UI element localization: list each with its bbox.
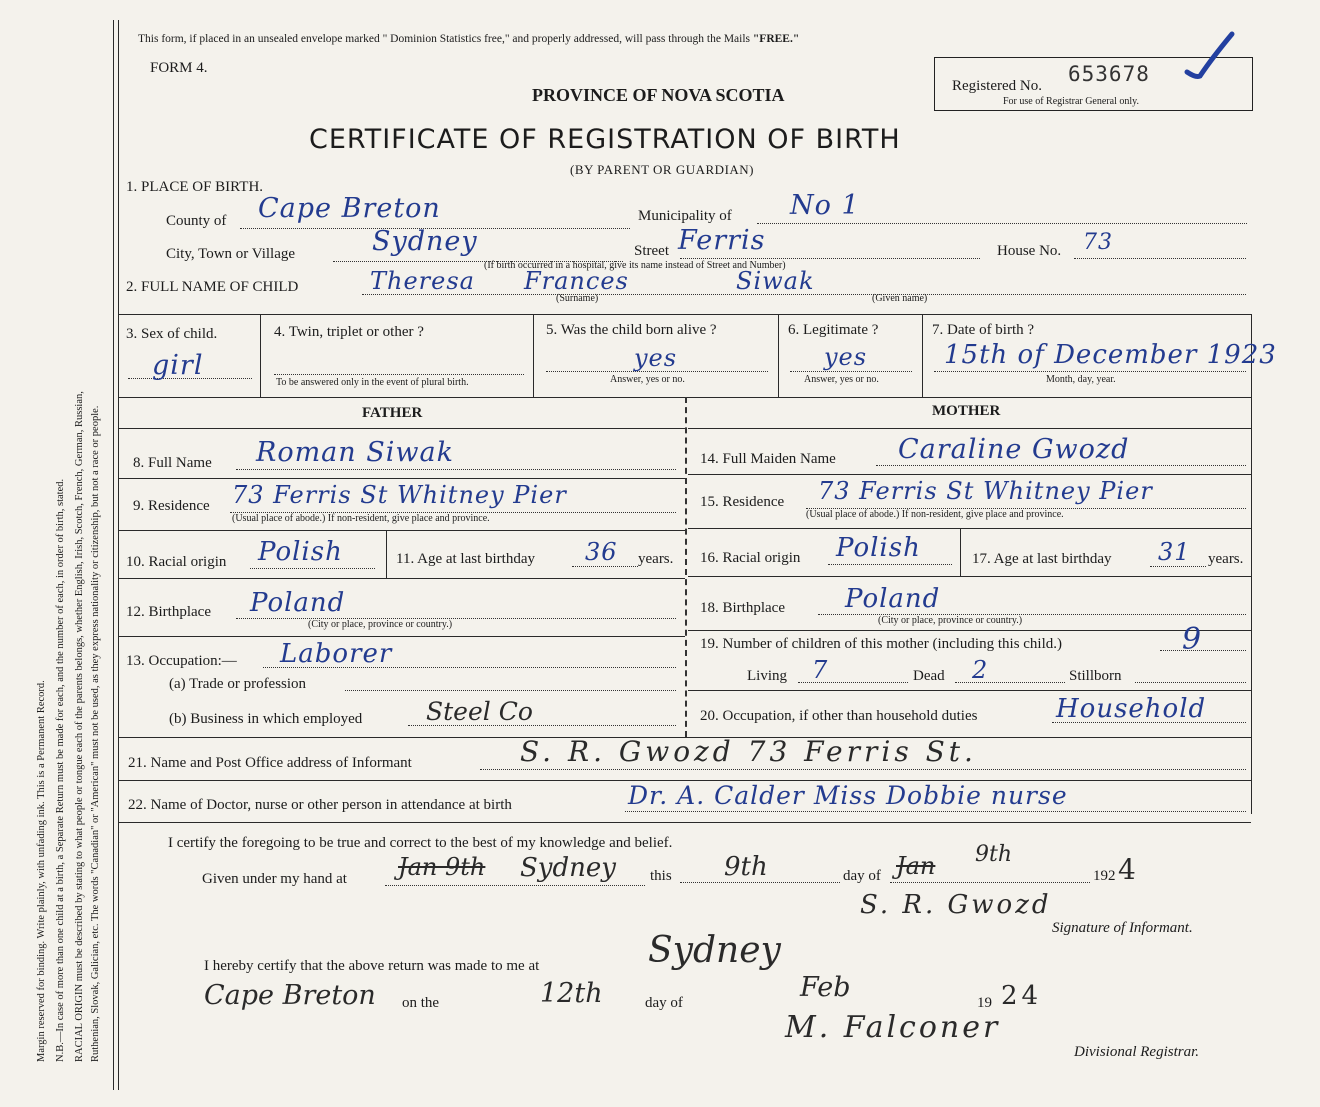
child-surname: Siwak (736, 267, 815, 295)
mail-notice: This form, if placed in an unsealed envelope marked " Dominion Statistics free," and properly addressed, will pass through the Mails "FREE." (138, 33, 800, 45)
county-label: County of (166, 213, 227, 229)
registrar-day: 12th (540, 978, 603, 1009)
day-of-reg-label: day of (645, 995, 683, 1011)
father-age-value: 36 (585, 538, 618, 566)
father-birthplace-label: 12. Birthplace (126, 604, 211, 620)
dob-value: 15th of December 1923 (944, 340, 1277, 370)
father-age-label: 11. Age at last birthday (396, 551, 535, 567)
twin-label: 4. Twin, triplet or other ? (274, 324, 424, 340)
legitimate-value: yes (824, 343, 868, 371)
dob-note: Month, day, year. (1046, 374, 1116, 385)
registrar-signature: M. Falconer (785, 1010, 1001, 1045)
mother-residence-value: 73 Ferris St Whitney Pier (818, 477, 1153, 505)
father-birthplace-note: (City or place, province or country.) (308, 619, 453, 630)
legitimate-note: Answer, yes or no. (804, 374, 879, 385)
house-value: 73 (1083, 230, 1113, 255)
registrar-month: Feb (800, 972, 851, 1003)
father-residence-note: (Usual place of abode.) If non-resident, give place and province. (232, 513, 490, 524)
dead-value: 2 (972, 656, 989, 684)
mother-age-value: 31 (1158, 538, 1191, 566)
dead-label: Dead (913, 668, 945, 684)
given-under-label: Given under my hand at (202, 871, 347, 887)
twin-note: To be answered only in the event of plural birth. (276, 377, 469, 388)
father-heading: FATHER (362, 405, 423, 421)
margin-note-racial-origin-cont: Ruthenian, Slovak, Galician, etc. The words "Canadian" or "American" must not be used, as they express nationality or citizenship, but not a race or people. (90, 405, 101, 1062)
on-the-label: on the (402, 995, 440, 1011)
father-racial-value: Polish (258, 537, 343, 567)
father-racial-label: 10. Racial origin (126, 554, 227, 570)
day-of-label: day of (843, 868, 881, 884)
business-label: (b) Business in which employed (169, 711, 363, 727)
business-value: Steel Co (426, 697, 533, 726)
mother-age-years: years. (1208, 551, 1244, 567)
month-struck: Jan (896, 852, 936, 880)
place-of-birth-section: 1. PLACE OF BIRTH. (126, 179, 264, 195)
living-value: 7 (812, 656, 829, 684)
reg-year-suffix: 24 (1001, 981, 1043, 1011)
children-count-label: 19. Number of children of this mother (including this child.) (700, 636, 1063, 652)
registered-number: 653678 (1068, 62, 1150, 86)
registrar-use-note: For use of Registrar General only. (1003, 96, 1139, 107)
living-label: Living (747, 668, 787, 684)
sex-value: girl (152, 350, 204, 381)
city-value: Sydney (372, 226, 478, 257)
sex-label: 3. Sex of child. (126, 326, 218, 342)
given-struck-date: Jan 9th (398, 853, 486, 881)
father-birthplace-value: Poland (250, 588, 346, 618)
mother-occupation-value: Household (1056, 694, 1207, 724)
mother-name-value: Caraline Gwozd (898, 434, 1130, 465)
margin-note-binding: Margin reserved for binding. Write plainly, with unfading ink. This is a Permanent Record. (36, 680, 47, 1062)
informant-signature: S. R. Gwozd (860, 890, 1052, 920)
street-value: Ferris (678, 225, 766, 256)
alive-value: yes (634, 344, 678, 372)
margin-note-multiple-births: N.B.—In case of more than one child at a birth, a Separate Return must be made for each, and the number of each, in order of birth, stated. (55, 478, 66, 1062)
doctor-label: 22. Name of Doctor, nurse or other person in attendance at birth (128, 797, 512, 813)
margin-rule (113, 20, 114, 1090)
municipality-value: No 1 (790, 190, 860, 221)
certificate-subtitle: (BY PARENT OR GUARDIAN) (570, 162, 755, 177)
children-count-value: 9 (1182, 622, 1203, 657)
informant-label: 21. Name and Post Office address of Informant (128, 755, 412, 771)
alive-note: Answer, yes or no. (610, 374, 685, 385)
year-prefix: 192 (1093, 868, 1116, 884)
father-age-years: years. (638, 551, 674, 567)
this-day: 9th (724, 852, 768, 882)
father-residence-value: 73 Ferris St Whitney Pier (232, 481, 567, 509)
province-heading: PROVINCE OF NOVA SCOTIA (532, 85, 785, 105)
dob-label: 7. Date of birth ? (932, 322, 1035, 338)
mother-racial-label: 16. Racial origin (700, 550, 801, 566)
alive-label: 5. Was the child born alive ? (546, 322, 717, 338)
registrar-place: Sydney (648, 930, 781, 971)
given-name-note: (Given name) (872, 293, 928, 304)
mother-heading: MOTHER (932, 403, 1001, 419)
checkmark-icon (1182, 30, 1232, 80)
father-occupation-label: 13. Occupation:— (126, 653, 237, 669)
trade-label: (a) Trade or profession (169, 676, 307, 692)
doctor-value: Dr. A. Calder Miss Dobbie nurse (628, 781, 1068, 810)
mother-residence-label: 15. Residence (700, 494, 785, 510)
child-given-name: Theresa (370, 267, 475, 295)
informant-value: S. R. Gwozd 73 Ferris St. (520, 735, 977, 768)
given-place: Sydney (520, 853, 616, 883)
certify-statement: I certify the foregoing to be true and correct to the best of my knowledge and belief. (168, 835, 673, 851)
mother-birthplace-label: 18. Birthplace (700, 600, 785, 616)
city-label: City, Town or Village (166, 246, 296, 262)
registrar-caption: Divisional Registrar. (1074, 1044, 1200, 1060)
reg-year-prefix: 19 (977, 995, 992, 1011)
signature-caption: Signature of Informant. (1052, 920, 1193, 936)
margin-note-racial-origin: RACIAL ORIGIN must be described by stating to what people or tongue each of the parents belongs, whether English, Irish, Scotch, French, German, Russian, (74, 391, 85, 1062)
father-name-value: Roman Siwak (256, 437, 454, 468)
mother-residence-note: (Usual place of abode.) If non-resident, give place and province. (806, 509, 1064, 520)
street-label: Street (634, 243, 669, 259)
father-occupation-value: Laborer (280, 639, 393, 669)
legitimate-label: 6. Legitimate ? (788, 322, 879, 338)
certificate-title: CERTIFICATE OF REGISTRATION OF BIRTH (309, 124, 901, 155)
child-name-label: 2. FULL NAME OF CHILD (126, 279, 299, 295)
stillborn-label: Stillborn (1069, 668, 1122, 684)
registered-label: Registered No. (952, 78, 1042, 94)
registrar-county: Cape Breton (204, 980, 376, 1011)
hospital-note: (If birth occurred in a hospital, give its name instead of Street and Number) (484, 260, 786, 271)
mother-birthplace-value: Poland (845, 584, 941, 614)
father-name-label: 8. Full Name (133, 455, 212, 471)
child-middle-name: Frances (524, 267, 629, 295)
registrar-statement: I hereby certify that the above return was made to me at (204, 958, 540, 974)
month-value: 9th (975, 842, 1013, 867)
house-label: House No. (997, 243, 1062, 259)
county-value: Cape Breton (258, 193, 441, 224)
mother-racial-value: Polish (836, 533, 921, 563)
mother-birthplace-note: (City or place, province or country.) (878, 615, 1023, 626)
form-number: FORM 4. (150, 60, 208, 76)
mother-age-label: 17. Age at last birthday (972, 551, 1112, 567)
father-residence-label: 9. Residence (133, 498, 210, 514)
year-digit: 4 (1118, 853, 1136, 886)
this-label: this (650, 868, 672, 884)
surname-note: (Surname) (556, 293, 599, 304)
mother-name-label: 14. Full Maiden Name (700, 451, 836, 467)
municipality-label: Municipality of (638, 208, 732, 224)
mother-occupation-label: 20. Occupation, if other than household duties (700, 708, 978, 724)
margin-rule-inner (118, 20, 119, 1090)
